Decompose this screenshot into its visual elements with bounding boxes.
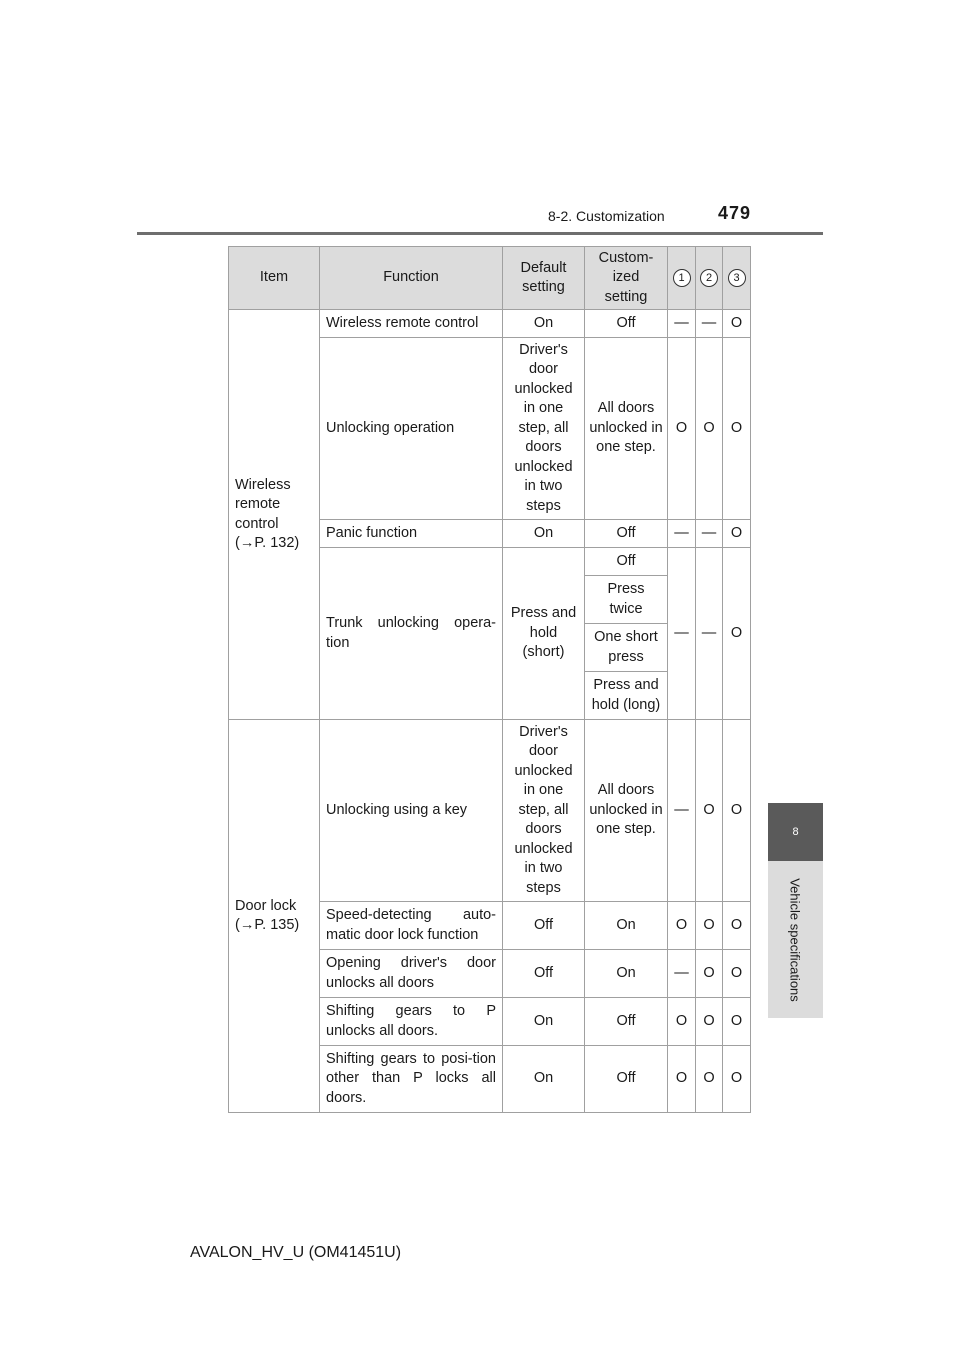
col1-cell: — (668, 950, 696, 998)
function-cell: Panic function (320, 520, 503, 548)
header-col-3: 3 (728, 269, 746, 287)
col2-cell: O (696, 720, 723, 902)
col1-cell: O (668, 338, 696, 520)
col2-cell: O (696, 998, 723, 1046)
col3-cell: O (723, 902, 751, 950)
chapter-number-tab: 8 (768, 803, 823, 861)
col2-cell: — (696, 548, 723, 720)
col2-cell: — (696, 520, 723, 548)
col1-cell: O (668, 998, 696, 1046)
default-cell: On (503, 1046, 585, 1113)
col1-cell: O (668, 1046, 696, 1113)
col1-cell: — (668, 520, 696, 548)
default-cell: Off (503, 950, 585, 998)
function-cell: Wireless remote control (320, 310, 503, 338)
page-number: 479 (718, 203, 752, 223)
manual-code-footer: AVALON_HV_U (OM41451U) (190, 1244, 402, 1261)
custom-cell: Off (585, 310, 668, 338)
col2-cell: O (696, 902, 723, 950)
col2-cell: O (696, 950, 723, 998)
trunk-option: Off (585, 548, 668, 576)
function-cell: Unlocking using a key (320, 720, 503, 902)
default-cell: On (503, 998, 585, 1046)
header-customized: Custom-ized setting (585, 247, 668, 310)
function-cell: Shifting gears to P unlocks all doors. (320, 998, 503, 1046)
col3-cell: O (723, 720, 751, 902)
function-cell: Opening driver's door unlocks all doors (320, 950, 503, 998)
custom-cell: On (585, 950, 668, 998)
header-col-2: 2 (700, 269, 718, 287)
custom-cell: All doors unlocked in one step. (585, 720, 668, 902)
header-divider (137, 232, 823, 235)
item-door-lock: Door lock (→P. 135) (229, 720, 320, 1113)
item-wireless-remote: Wireless remote control (→P. 132) (229, 310, 320, 720)
table-header-row (229, 247, 751, 310)
default-cell: Driver's door unlocked in one step, all doors unlocked in two steps (503, 720, 585, 902)
default-cell: On (503, 520, 585, 548)
default-cell: Driver's door unlocked in one step, all doors unlocked in two steps (503, 338, 585, 520)
section-title: 8-2. Customization (548, 208, 665, 224)
col3-cell: O (723, 950, 751, 998)
col1-cell: — (668, 720, 696, 902)
col1-cell: O (668, 902, 696, 950)
custom-cell: Off (585, 1046, 668, 1113)
header-default: Default setting (503, 247, 585, 310)
default-cell: On (503, 310, 585, 338)
function-cell: Speed-detecting auto-matic door lock function (320, 902, 503, 950)
col3-cell: O (723, 1046, 751, 1113)
trunk-option: One short press (585, 624, 668, 672)
chapter-label: Vehicle specifications (787, 878, 803, 1002)
header-col-1: 1 (673, 269, 691, 287)
col2-cell: O (696, 1046, 723, 1113)
custom-cell: All doors unlocked in one step. (585, 338, 668, 520)
default-cell: Press and hold (short) (503, 548, 585, 720)
function-cell: Trunk unlocking opera-tion (320, 548, 503, 720)
col3-cell: O (723, 520, 751, 548)
custom-cell: On (585, 902, 668, 950)
function-cell: Unlocking operation (320, 338, 503, 520)
custom-cell: Off (585, 520, 668, 548)
col2-cell: O (696, 338, 723, 520)
col1-cell: — (668, 548, 696, 720)
trunk-option: Press and hold (long) (585, 672, 668, 720)
table-row (229, 310, 751, 338)
default-cell: Off (503, 902, 585, 950)
col3-cell: O (723, 548, 751, 720)
header-function: Function (320, 247, 503, 310)
col3-cell: O (723, 310, 751, 338)
col3-cell: O (723, 998, 751, 1046)
table-row (229, 720, 751, 902)
col3-cell: O (723, 338, 751, 520)
col2-cell: — (696, 310, 723, 338)
custom-cell: Off (585, 998, 668, 1046)
customization-table (228, 246, 751, 1113)
header-item: Item (229, 247, 320, 310)
function-cell: Shifting gears to posi-tion other than P locks all doors. (320, 1046, 503, 1113)
col1-cell: — (668, 310, 696, 338)
trunk-option: Press twice (585, 576, 668, 624)
